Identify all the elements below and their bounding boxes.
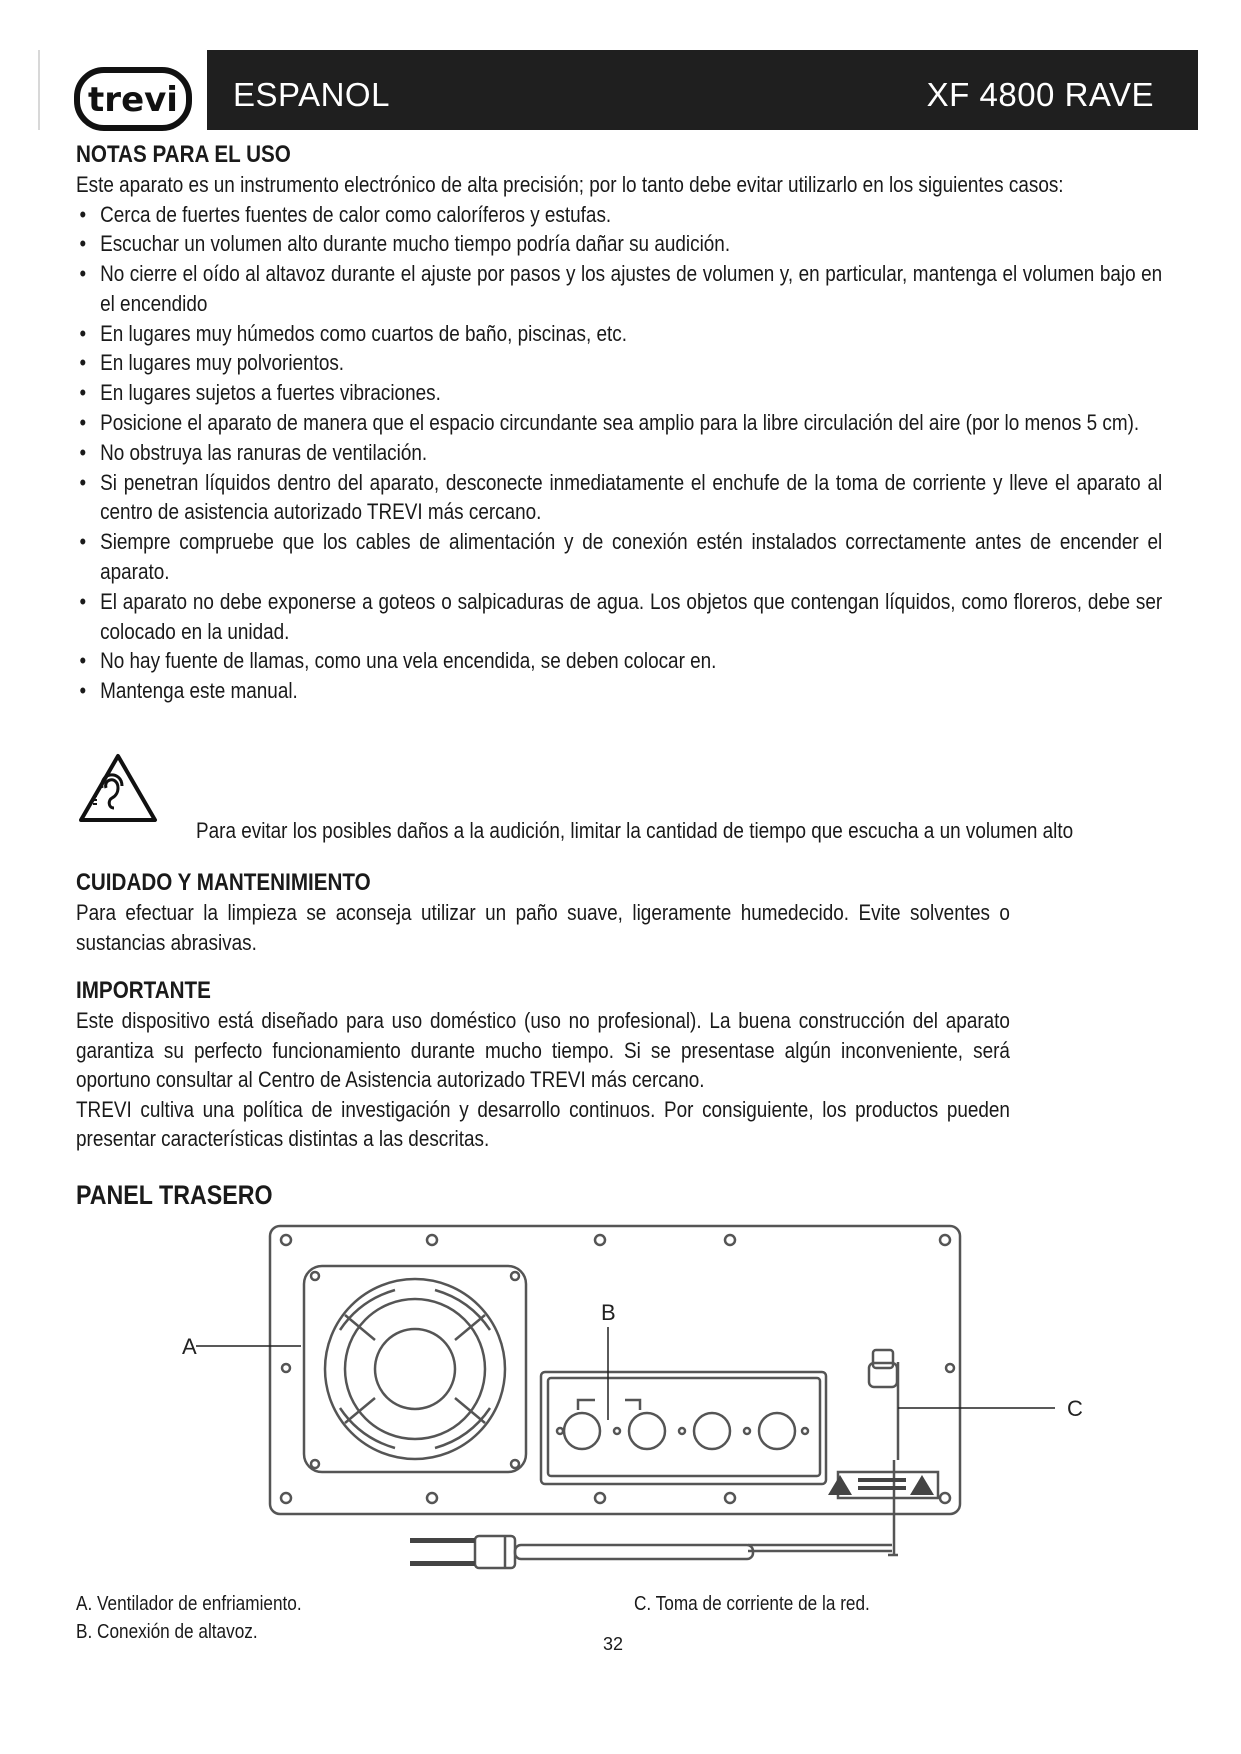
notes-intro: Este aparato es un instrumento electrónico de alta precisión; por lo tanto debe evitar utilizarlo en los siguientes casos:	[76, 172, 1064, 197]
label-a: A	[182, 1334, 197, 1359]
label-b: B	[601, 1300, 616, 1325]
list-item: • Escuchar un volumen alto durante mucho tiempo podría dañar su audición.	[76, 229, 1162, 259]
care-title: CUIDADO Y MANTENIMIENTO	[76, 869, 371, 896]
important-section	[76, 976, 1010, 1154]
important-text-2: TREVI cultiva una política de investigación y desarrollo continuos. Por consiguiente, los productos pueden presentar características distintas a las descritas.	[76, 1096, 1010, 1151]
rear-panel-heading	[76, 1180, 273, 1210]
page-number: 32	[603, 1634, 624, 1654]
care-section	[76, 868, 1010, 957]
notes-title: NOTAS PARA EL USO	[76, 141, 291, 168]
legend-c: C. Toma de corriente de la red.	[634, 1593, 870, 1615]
list-item: • No cierre el oído al altavoz durante el ajuste por pasos y los ajustes de volumen y, en particular, mantenga el volumen bajo en el encendido	[76, 259, 1162, 319]
list-item: • Siempre compruebe que los cables de alimentación y de conexión estén instalados correctamente antes de encender el aparato.	[76, 527, 1162, 587]
notes-list	[76, 200, 1162, 707]
margin-line	[38, 50, 40, 130]
trevi-logo	[74, 66, 192, 132]
hearing-warning-icon	[78, 752, 158, 824]
important-title: IMPORTANTE	[76, 977, 211, 1004]
list-item: • No hay fuente de llamas, como una vela encendida, se deben colocar en.	[76, 646, 1162, 676]
list-item: • No obstruya las ranuras de ventilación.	[76, 438, 1162, 468]
list-item: • En lugares muy polvorientos.	[76, 348, 1162, 378]
header-bar	[207, 50, 1198, 130]
header-language: ESPANOL	[233, 76, 390, 113]
header-model: XF 4800 RAVE	[926, 76, 1154, 113]
hearing-warning-text: Para evitar los posibles daños a la audición, limitar la cantidad de tiempo que escucha a un volumen alto	[196, 818, 1074, 843]
legend-a: A. Ventilador de enfriamiento.	[76, 1593, 302, 1615]
svg-text:trevi: trevi	[88, 80, 178, 120]
important-text-1: Este dispositivo está diseñado para uso doméstico (uso no profesional). La buena construcción del aparato garantiza su perfecto funcionamiento durante mucho tiempo. Si se presentase algún inconveniente, será oportuno consultar al Centro de Asistencia autorizado TREVI más cercano.	[76, 1008, 1010, 1092]
list-item: • Cerca de fuertes fuentes de calor como caloríferos y estufas.	[76, 200, 1162, 230]
care-text: Para efectuar la limpieza se aconseja utilizar un paño suave, ligeramente humedecido. Evite solventes o sustancias abrasivas.	[76, 900, 1010, 955]
list-item: • Posicione el aparato de manera que el espacio circundante sea amplio para la libre circulación del aire (por lo menos 5 cm).	[76, 408, 1162, 438]
list-item: • Si penetran líquidos dentro del aparato, desconecte inmediatamente el enchufe de la toma de corriente y lleve el aparato al centro de asistencia autorizado TREVI más cercano.	[76, 468, 1162, 528]
rear-panel-title: PANEL TRASERO	[76, 1180, 273, 1210]
rear-panel-diagram	[170, 1220, 1090, 1590]
label-c: C	[1067, 1396, 1083, 1421]
list-item: • En lugares sujetos a fuertes vibraciones.	[76, 378, 1162, 408]
list-item: • Mantenga este manual.	[76, 676, 1162, 706]
legend-b: B. Conexión de altavoz.	[76, 1621, 258, 1643]
notes-section	[76, 140, 1162, 706]
list-item: • En lugares muy húmedos como cuartos de baño, piscinas, etc.	[76, 319, 1162, 349]
list-item: • El aparato no debe exponerse a goteos o salpicaduras de agua. Los objetos que contengan líquidos, como floreros, debe ser colocado en la unidad.	[76, 587, 1162, 647]
